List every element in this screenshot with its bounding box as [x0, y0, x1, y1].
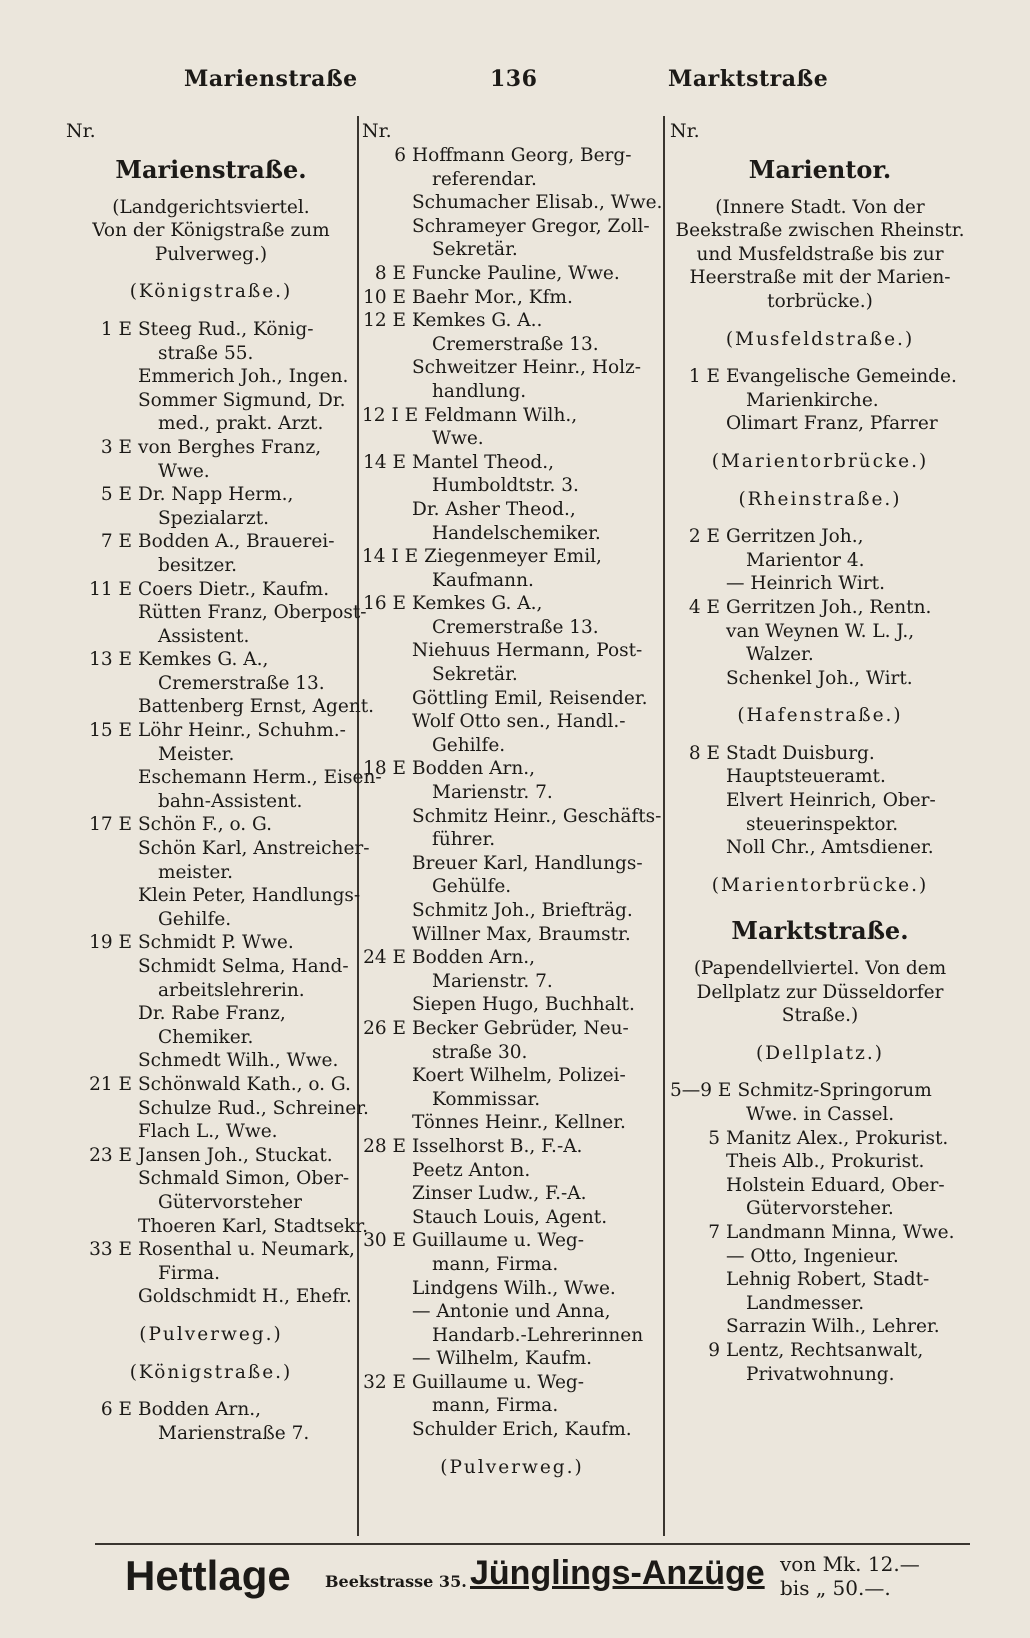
resident-text: Ziegenmeyer Emil, [424, 546, 602, 568]
entry-list [362, 144, 662, 1442]
nr-label-col3: Nr. [670, 120, 700, 142]
nr-label-col2: Nr. [362, 120, 392, 142]
house-number: 11 E [89, 578, 132, 600]
column-2 [362, 144, 662, 1493]
cross-street: (Rheinstraße.) [738, 488, 902, 510]
entry-line: Göttling Emil, Reisender. [412, 687, 648, 709]
resident-text: Lentz, Rechtsanwalt, [726, 1339, 924, 1361]
entry-line: Assistent. [158, 625, 250, 647]
intro-line: Heerstraße mit der Marien- [689, 267, 951, 289]
entry-line: Spezialarzt. [158, 507, 270, 529]
intro-line: Von der Königstraße zum [92, 220, 330, 242]
cross-street: (Hafenstraße.) [737, 705, 903, 727]
street-intro [70, 196, 352, 267]
entry-line: Schmidt Selma, Hand- [138, 956, 349, 977]
entry-line: Peetz Anton. [412, 1159, 531, 1181]
entry-line: med., prakt. Arzt. [158, 413, 324, 435]
entry-line [670, 1127, 970, 1151]
intro-line: Beekstraße zwischen Rheinstr. [675, 220, 965, 242]
page-number: 136 [490, 66, 538, 92]
entry-line: Schmitz Joh., Briefträg. [412, 900, 633, 921]
entry-line [70, 436, 352, 460]
entry-line: Humboldtstr. 3. [432, 475, 579, 497]
resident-text: Jansen Joh., Stuckat. [138, 1144, 333, 1166]
entry-line: — Otto, Ingenieur. [726, 1245, 899, 1267]
street-intro [670, 957, 970, 1028]
house-number: 5 [708, 1127, 720, 1149]
entry-line [670, 742, 970, 766]
intro-line: Straße.) [781, 1005, 859, 1027]
street-title-marientor: Marientor. [748, 155, 892, 184]
entry-line [70, 483, 352, 507]
cross-street: (Pulverweg.) [139, 1323, 283, 1345]
entry-line: führer. [432, 829, 496, 851]
footer-rule [95, 1543, 970, 1545]
entry-line [362, 1371, 662, 1395]
street-title-marktstrasse: Marktstraße. [731, 916, 909, 946]
entry-line: Firma. [158, 1262, 221, 1284]
entry-line: Sarrazin Wilh., Lehrer. [726, 1316, 940, 1338]
entry-line: Kaufmann. [432, 569, 534, 591]
house-number: 18 E [363, 758, 406, 780]
entry-line: Walzer. [746, 644, 814, 666]
entry-line [70, 578, 352, 602]
column-divider-1 [357, 116, 359, 1536]
house-number: 4 E [688, 596, 720, 618]
nr-label-col1: Nr. [66, 120, 96, 142]
entry-line: Flach L., Wwe. [138, 1121, 278, 1143]
resident-text: Gerritzen Joh., Rentn. [726, 596, 932, 618]
entry-line: mann, Firma. [432, 1253, 559, 1275]
entry-line [362, 262, 662, 286]
entry-line: Sekretär. [432, 664, 518, 686]
entry-line [70, 1238, 355, 1262]
house-number: 21 E [89, 1073, 132, 1095]
resident-text: Landmann Minna, Wwe. [726, 1221, 955, 1243]
resident-text: Steeg Rud., König- [138, 318, 314, 340]
entry-line [362, 757, 662, 781]
entry-line: Gehülfe. [432, 876, 512, 898]
house-number: 26 E [363, 1017, 406, 1039]
intro-line: (Landgerichtsviertel. [112, 196, 310, 218]
entry-line: besitzer. [158, 554, 238, 576]
entry-line [70, 648, 352, 672]
house-number: 24 E [363, 947, 406, 969]
cross-street: (Marientorbrücke.) [711, 874, 929, 896]
street-title-marienstrasse: Marienstraße. [115, 155, 307, 184]
advertisement [125, 1548, 985, 1618]
header-right-street: Marktstraße [668, 66, 829, 92]
entry-line [70, 530, 352, 554]
resident-text: Gerritzen Joh., [726, 526, 864, 548]
entry-line [70, 1144, 352, 1168]
entry-line: Schmedt Wilh., Wwe. [138, 1050, 339, 1072]
entry-list [670, 1079, 970, 1386]
entry-line [670, 1339, 970, 1363]
entry-line: Sommer Sigmund, Dr. [138, 389, 346, 411]
resident-text: Becker Gebrüder, Neu- [412, 1017, 629, 1039]
ad-product: Jünglings-Anzüge [470, 1554, 765, 1592]
intro-line: (Innere Stadt. Von der [715, 196, 925, 218]
column-3 [670, 148, 970, 1386]
cross-street: (Königstraße.) [129, 1361, 293, 1383]
entry-list [70, 318, 382, 1309]
house-number: 32 E [363, 1371, 406, 1393]
header-left-street: Marienstraße [184, 66, 358, 92]
cross-street: (Musfeldstraße.) [725, 328, 915, 350]
entry-line: Willner Max, Braumstr. [412, 923, 631, 945]
house-number: 12 I E [362, 404, 419, 426]
resident-text: Bodden Arn., [138, 1399, 262, 1421]
house-number: 8 E [688, 742, 720, 764]
resident-text: Bodden A., Brauerei- [138, 531, 335, 553]
entry-line: Marientor 4. [746, 549, 865, 571]
entry-line: Gütervorsteher [158, 1191, 302, 1213]
resident-text: Manitz Alex., Prokurist. [726, 1127, 949, 1149]
cross-street: (Dellplatz.) [756, 1042, 884, 1064]
entry-line [362, 451, 662, 475]
entry-line: Handarb.-Lehrerinnen [432, 1324, 644, 1346]
entry-line: Noll Chr., Amtsdiener. [726, 837, 934, 859]
resident-text: Kemkes G. A.. [412, 310, 543, 332]
entry-line: Klein Peter, Handlungs- [138, 885, 361, 907]
entry-line [362, 946, 662, 970]
entry-list [670, 742, 970, 860]
entry-line: Thoeren Karl, Stadtsekr. [138, 1215, 369, 1237]
entry-line: Schrameyer Gregor, Zoll- [412, 215, 650, 237]
entry-line: mann, Firma. [432, 1395, 559, 1417]
entry-line: Holstein Eduard, Ober- [726, 1174, 945, 1196]
house-number: 28 E [363, 1135, 406, 1157]
entry-line: Stauch Louis, Agent. [412, 1206, 608, 1228]
entry-line: Cremerstraße 13. [432, 333, 599, 355]
resident-text: Rosenthal u. Neumark, [138, 1239, 355, 1261]
entry-list [70, 1398, 352, 1445]
entry-line: Marienstr. 7. [432, 970, 553, 992]
house-number: 13 E [89, 649, 132, 671]
entry-line: Rütten Franz, Oberpost- [138, 602, 367, 624]
house-number: 19 E [89, 932, 132, 954]
resident-text: Baehr Mor., Kfm. [412, 286, 573, 308]
house-number: 7 [708, 1221, 720, 1243]
intro-line: Dellplatz zur Düsseldorfer [696, 981, 944, 1003]
intro-line: und Musfeldstraße bis zur [696, 243, 944, 265]
entry-line: Siepen Hugo, Buchhalt. [412, 994, 635, 1016]
entry-line: Marienkirche. [746, 389, 879, 411]
resident-text: Kemkes G. A., [412, 593, 543, 615]
entry-line [70, 931, 352, 955]
resident-text: Guillaume u. Weg- [412, 1371, 584, 1393]
house-number: 30 E [363, 1230, 406, 1252]
resident-text: Isselhorst B., F.-A. [412, 1135, 583, 1157]
house-number: 15 E [89, 720, 132, 742]
entry-line: Goldschmidt H., Ehefr. [138, 1286, 352, 1308]
entry-line: Breuer Karl, Handlungs- [412, 852, 643, 874]
entry-line: arbeitslehrerin. [158, 979, 305, 1001]
ad-price-line: bis „ 50.—. [780, 1576, 891, 1600]
entry-list [670, 525, 970, 690]
resident-text: Bodden Arn., [412, 947, 536, 969]
cross-street: (Pulverweg.) [440, 1456, 584, 1478]
resident-text: Schön F., o. G. [138, 814, 273, 836]
entry-line: — Heinrich Wirt. [726, 573, 885, 595]
entry-line: Sekretär. [432, 239, 518, 261]
house-number: 14 E [363, 451, 406, 473]
entry-line: Cremerstraße 13. [158, 672, 325, 694]
entry-line: Lindgens Wilh., Wwe. [412, 1277, 616, 1299]
intro-line: (Papendellviertel. Von dem [693, 958, 947, 980]
resident-text: Evangelische Gemeinde. [726, 366, 957, 388]
resident-text: Dr. Napp Herm., [138, 484, 294, 506]
entry-line: Dr. Asher Theod., [412, 498, 576, 520]
entry-line: Olimart Franz, Pfarrer [726, 413, 938, 435]
entry-line: steuerinspektor. [746, 813, 899, 835]
entry-line [670, 1221, 970, 1245]
house-number: 16 E [363, 593, 406, 615]
house-number: 1 E [688, 366, 720, 388]
entry-line: Wwe. [432, 428, 484, 450]
entry-line [362, 592, 662, 616]
entry-line: Meister. [158, 743, 235, 765]
house-number: 17 E [89, 814, 132, 836]
entry-line: Niehuus Hermann, Post- [412, 640, 643, 662]
entry-line: Gehilfe. [158, 908, 232, 930]
entry-line: Zinser Ludw., F.-A. [412, 1183, 587, 1205]
entry-line: straße 55. [158, 342, 254, 364]
entry-line: Schweitzer Heinr., Holz- [412, 357, 642, 379]
entry-line: Marienstr. 7. [432, 782, 553, 804]
cross-street: (Königstraße.) [129, 281, 293, 303]
entry-line [362, 1229, 662, 1253]
house-number: 1 E [100, 318, 132, 340]
entry-line: Tönnes Heinr., Kellner. [412, 1112, 626, 1134]
entry-line: referendar. [432, 168, 537, 190]
entry-line: Chemiker. [158, 1026, 254, 1048]
entry-line [670, 525, 970, 549]
entry-line: van Weynen W. L. J., [726, 620, 915, 642]
house-number: 3 E [100, 436, 132, 458]
entry-line: straße 30. [432, 1041, 528, 1063]
entry-line [670, 1079, 970, 1103]
entry-line: Schmald Simon, Ober- [138, 1168, 350, 1190]
resident-text: Schönwald Kath., o. G. [138, 1073, 351, 1095]
entry-line: Koert Wilhelm, Polizei- [412, 1065, 626, 1087]
entry-line: — Wilhelm, Kaufm. [412, 1348, 593, 1370]
entry-line: Schulder Erich, Kaufm. [412, 1419, 632, 1441]
resident-text: Hoffmann Georg, Berg- [412, 145, 632, 166]
entry-line: Schmitz Heinr., Geschäfts- [412, 805, 662, 827]
entry-line [362, 286, 662, 310]
entry-line: Cremerstraße 13. [432, 616, 599, 638]
entry-line: Schumacher Elisab., Wwe. [412, 192, 663, 214]
house-number: 6 [394, 145, 406, 166]
house-number: 10 E [363, 286, 406, 308]
entry-line: Privatwohnung. [746, 1363, 895, 1385]
resident-text: Coers Dietr., Kaufm. [138, 578, 330, 600]
entry-line: Elvert Heinrich, Ober- [726, 790, 936, 812]
entry-line: Handelschemiker. [432, 522, 601, 544]
entry-line [70, 318, 352, 342]
entry-line: Gütervorsteher. [746, 1198, 894, 1220]
entry-line: meister. [158, 861, 233, 883]
entry-line: Kommissar. [432, 1088, 541, 1110]
entry-line: Landmesser. [746, 1292, 865, 1314]
entry-line: bahn-Assistent. [158, 790, 303, 812]
resident-text: Guillaume u. Weg- [412, 1230, 584, 1252]
house-number: 2 E [688, 526, 720, 548]
entry-line: Eschemann Herm., Eisen- [138, 767, 382, 789]
resident-text: Bodden Arn., [412, 758, 536, 780]
entry-line: — Antonie und Anna, [412, 1301, 611, 1323]
entry-line: handlung. [432, 380, 527, 402]
entry-line: Wwe. [158, 460, 210, 482]
entry-line: Schulze Rud., Schreiner. [138, 1097, 369, 1119]
ad-price [780, 1552, 920, 1600]
entry-list [670, 365, 970, 436]
house-number: 8 E [374, 262, 406, 284]
entry-line: Theis Alb., Prokurist. [726, 1151, 925, 1173]
house-number: 12 E [363, 310, 406, 332]
entry-line [362, 1135, 662, 1159]
entry-line: Dr. Rabe Franz, [138, 1003, 286, 1025]
entry-line: Schön Karl, Anstreicher- [138, 838, 370, 860]
entry-line [362, 309, 662, 333]
resident-text: Löhr Heinr., Schuhm.- [138, 720, 346, 742]
entry-line: Emmerich Joh., Ingen. [138, 366, 349, 388]
entry-line [670, 365, 970, 389]
house-number: 23 E [89, 1144, 132, 1166]
resident-text: Funcke Pauline, Wwe. [412, 262, 620, 284]
cross-street: (Marientorbrücke.) [711, 450, 929, 472]
entry-line: Marienstraße 7. [158, 1422, 310, 1444]
column-1 [70, 148, 382, 1445]
house-number: 6 E [100, 1399, 132, 1421]
entry-line [362, 1017, 662, 1041]
house-number: 14 I E [362, 546, 419, 568]
resident-text: Mantel Theod., [412, 451, 555, 473]
entry-line [70, 1073, 352, 1097]
entry-line: Lehnig Robert, Stadt- [726, 1269, 930, 1291]
entry-line [362, 404, 662, 428]
intro-line: Pulverweg.) [154, 243, 268, 265]
entry-line [362, 144, 662, 168]
ad-address: Beekstrasse 35. [325, 1572, 467, 1591]
resident-text: Feldmann Wilh., [424, 404, 578, 426]
intro-line: torbrücke.) [767, 290, 873, 312]
entry-line [70, 719, 352, 743]
ad-brand: Hettlage [125, 1552, 291, 1599]
house-number: 5—9 E [670, 1080, 732, 1102]
entry-line [362, 545, 662, 569]
entry-line: Battenberg Ernst, Agent. [138, 696, 375, 718]
resident-text: Kemkes G. A., [138, 649, 269, 671]
resident-text: Stadt Duisburg. [726, 742, 875, 764]
column-divider-2 [663, 116, 665, 1536]
entry-line: Gehilfe. [432, 734, 506, 756]
house-number: 7 E [100, 531, 132, 553]
entry-line: Schenkel Joh., Wirt. [726, 667, 913, 689]
ad-price-line: von Mk. 12.— [780, 1552, 920, 1576]
resident-text: Schmidt P. Wwe. [138, 932, 294, 954]
house-number: 9 [708, 1339, 720, 1361]
entry-line [70, 1398, 352, 1422]
entry-line: Hauptsteueramt. [726, 766, 886, 788]
entry-line [70, 813, 352, 837]
entry-line: Wwe. in Cassel. [746, 1104, 895, 1125]
entry-line: Wolf Otto sen., Handl.- [412, 711, 626, 733]
house-number: 33 E [89, 1239, 132, 1261]
resident-text: von Berghes Franz, [138, 436, 322, 458]
resident-text: Schmitz-Springorum [737, 1080, 932, 1102]
street-intro [670, 196, 970, 314]
entry-line [670, 596, 970, 620]
house-number: 5 E [100, 484, 132, 506]
